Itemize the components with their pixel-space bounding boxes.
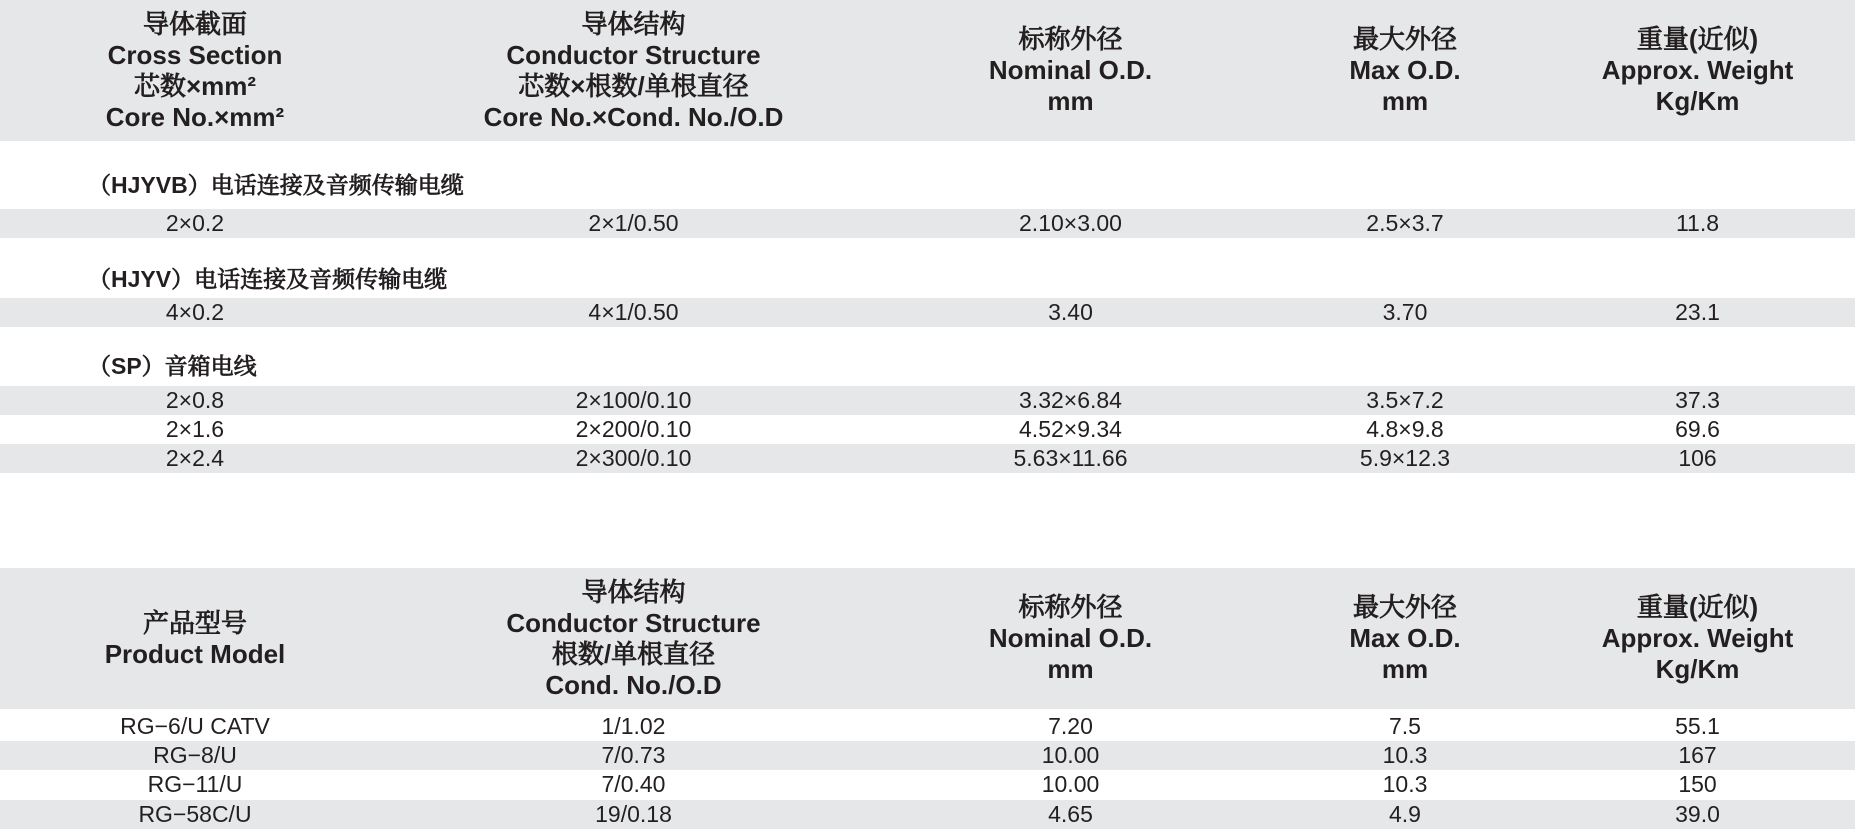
header-line: Core No.×mm²	[105, 101, 285, 132]
cell-conductor-structure: 4×1/0.50	[588, 299, 679, 325]
cell-conductor-structure: 19/0.18	[595, 801, 672, 827]
header-nominal-od	[900, 568, 1241, 709]
cell-nominal-od: 2.10×3.00	[1019, 210, 1122, 236]
cell-approx-weight: 150	[1678, 771, 1717, 797]
cell-max-od: 2.5×3.7	[1366, 210, 1444, 236]
cell-conductor-structure: 2×100/0.10	[575, 387, 692, 413]
table-row	[0, 741, 1855, 770]
group-title-hjyvb: （HJYVB）电话连接及音频传输电缆	[88, 172, 464, 198]
cell-max-od: 5.9×12.3	[1359, 445, 1451, 471]
table-row	[0, 415, 1855, 444]
header-conductor-structure	[430, 0, 837, 141]
header-approx-weight	[1540, 0, 1855, 141]
header-line: 芯数×mm²	[133, 70, 257, 101]
cell-max-od: 10.3	[1382, 771, 1428, 797]
cell-conductor-structure: 2×1/0.50	[588, 210, 679, 236]
cell-cross-section: 2×2.4	[165, 445, 225, 471]
header-line: 标称外径	[1018, 592, 1123, 622]
cell-max-od: 4.8×9.8	[1366, 416, 1444, 442]
cell-conductor-structure: 7/0.40	[601, 771, 666, 797]
cell-nominal-od: 3.40	[1048, 299, 1093, 325]
cell-nominal-od: 3.32×6.84	[1019, 387, 1122, 413]
cell-conductor-structure: 2×300/0.10	[575, 445, 692, 471]
cell-approx-weight: 106	[1678, 445, 1717, 471]
cell-conductor-structure: 1/1.02	[601, 713, 666, 739]
table-row	[0, 800, 1855, 829]
cell-approx-weight: 11.8	[1675, 210, 1720, 236]
header-line: 最大外径	[1352, 24, 1457, 54]
header-line: Approx. Weight	[1601, 55, 1794, 85]
cell-cross-section: 2×1.6	[165, 416, 225, 442]
table-row	[0, 444, 1855, 473]
table2-header	[0, 568, 1855, 709]
header-line: 重量(近似)	[1636, 24, 1759, 54]
header-line: 标称外径	[1018, 24, 1123, 54]
cell-nominal-od: 10.00	[1041, 742, 1100, 768]
header-line: Cond. No./O.D	[545, 669, 722, 700]
header-nominal-od	[900, 0, 1241, 141]
cell-conductor-structure: 2×200/0.10	[575, 416, 692, 442]
header-line: mm	[1047, 654, 1094, 684]
cell-max-od: 3.70	[1382, 299, 1428, 325]
header-line: Max O.D.	[1349, 623, 1461, 653]
table-row	[0, 298, 1855, 327]
header-line: 导体结构	[581, 576, 686, 607]
cell-nominal-od: 4.65	[1048, 801, 1093, 827]
header-line: Kg/Km	[1655, 654, 1740, 684]
group-title-sp: （SP）音箱电线	[88, 353, 257, 379]
header-line: mm	[1047, 86, 1094, 116]
cell-nominal-od: 4.52×9.34	[1019, 416, 1122, 442]
cell-max-od: 10.3	[1382, 742, 1428, 768]
cell-cross-section: 4×0.2	[165, 299, 225, 325]
cell-product-model: RG−6/U CATV	[120, 713, 270, 739]
cell-max-od: 4.9	[1389, 801, 1421, 827]
table1-header	[0, 0, 1855, 141]
table-row	[0, 712, 1855, 741]
cell-product-model: RG−8/U	[153, 742, 237, 768]
cell-max-od: 7.5	[1389, 713, 1421, 739]
header-line: 导体截面	[142, 8, 247, 39]
cell-approx-weight: 39.0	[1675, 801, 1720, 827]
table-row	[0, 209, 1855, 238]
header-line: 根数/单根直径	[551, 638, 716, 669]
table-row	[0, 386, 1855, 415]
header-product-model	[0, 568, 390, 709]
header-line: mm	[1381, 654, 1429, 684]
header-line: Product Model	[104, 638, 286, 669]
cell-product-model: RG−58C/U	[138, 801, 252, 827]
header-line: Conductor Structure	[506, 607, 761, 638]
cell-cross-section: 2×0.2	[165, 210, 225, 236]
header-line: Max O.D.	[1349, 55, 1461, 85]
header-line: 导体结构	[581, 8, 686, 39]
cell-nominal-od: 5.63×11.66	[1013, 445, 1128, 471]
header-line: 重量(近似)	[1636, 592, 1759, 622]
cell-nominal-od: 7.20	[1048, 713, 1093, 739]
header-line: mm	[1381, 86, 1429, 116]
cell-approx-weight: 37.3	[1675, 387, 1720, 413]
cell-nominal-od: 10.00	[1041, 771, 1100, 797]
group-title-hjyv: （HJYV）电话连接及音频传输电缆	[88, 266, 448, 292]
cell-max-od: 3.5×7.2	[1366, 387, 1444, 413]
cell-approx-weight: 69.6	[1675, 416, 1720, 442]
header-line: Approx. Weight	[1601, 623, 1794, 653]
cell-cross-section: 2×0.8	[165, 387, 225, 413]
cell-product-model: RG−11/U	[147, 771, 243, 797]
table-row	[0, 770, 1855, 799]
header-line: 最大外径	[1352, 592, 1457, 622]
header-line: Cross Section	[107, 39, 283, 70]
cell-conductor-structure: 7/0.73	[601, 742, 666, 768]
header-line: 芯数×根数/单根直径	[518, 70, 749, 101]
header-line: Kg/Km	[1655, 86, 1740, 116]
header-line: Nominal O.D.	[988, 623, 1153, 653]
header-cross-section	[0, 0, 390, 141]
header-line: Conductor Structure	[506, 39, 761, 70]
cell-approx-weight: 23.1	[1675, 299, 1720, 325]
cell-approx-weight: 55.1	[1675, 713, 1720, 739]
header-line: Core No.×Cond. No./O.D	[483, 101, 784, 132]
header-line: Nominal O.D.	[988, 55, 1153, 85]
header-conductor-structure	[430, 568, 837, 709]
header-max-od	[1260, 568, 1550, 709]
header-line: 产品型号	[142, 607, 247, 638]
cell-approx-weight: 167	[1678, 742, 1717, 768]
header-max-od	[1260, 0, 1550, 141]
header-approx-weight	[1540, 568, 1855, 709]
